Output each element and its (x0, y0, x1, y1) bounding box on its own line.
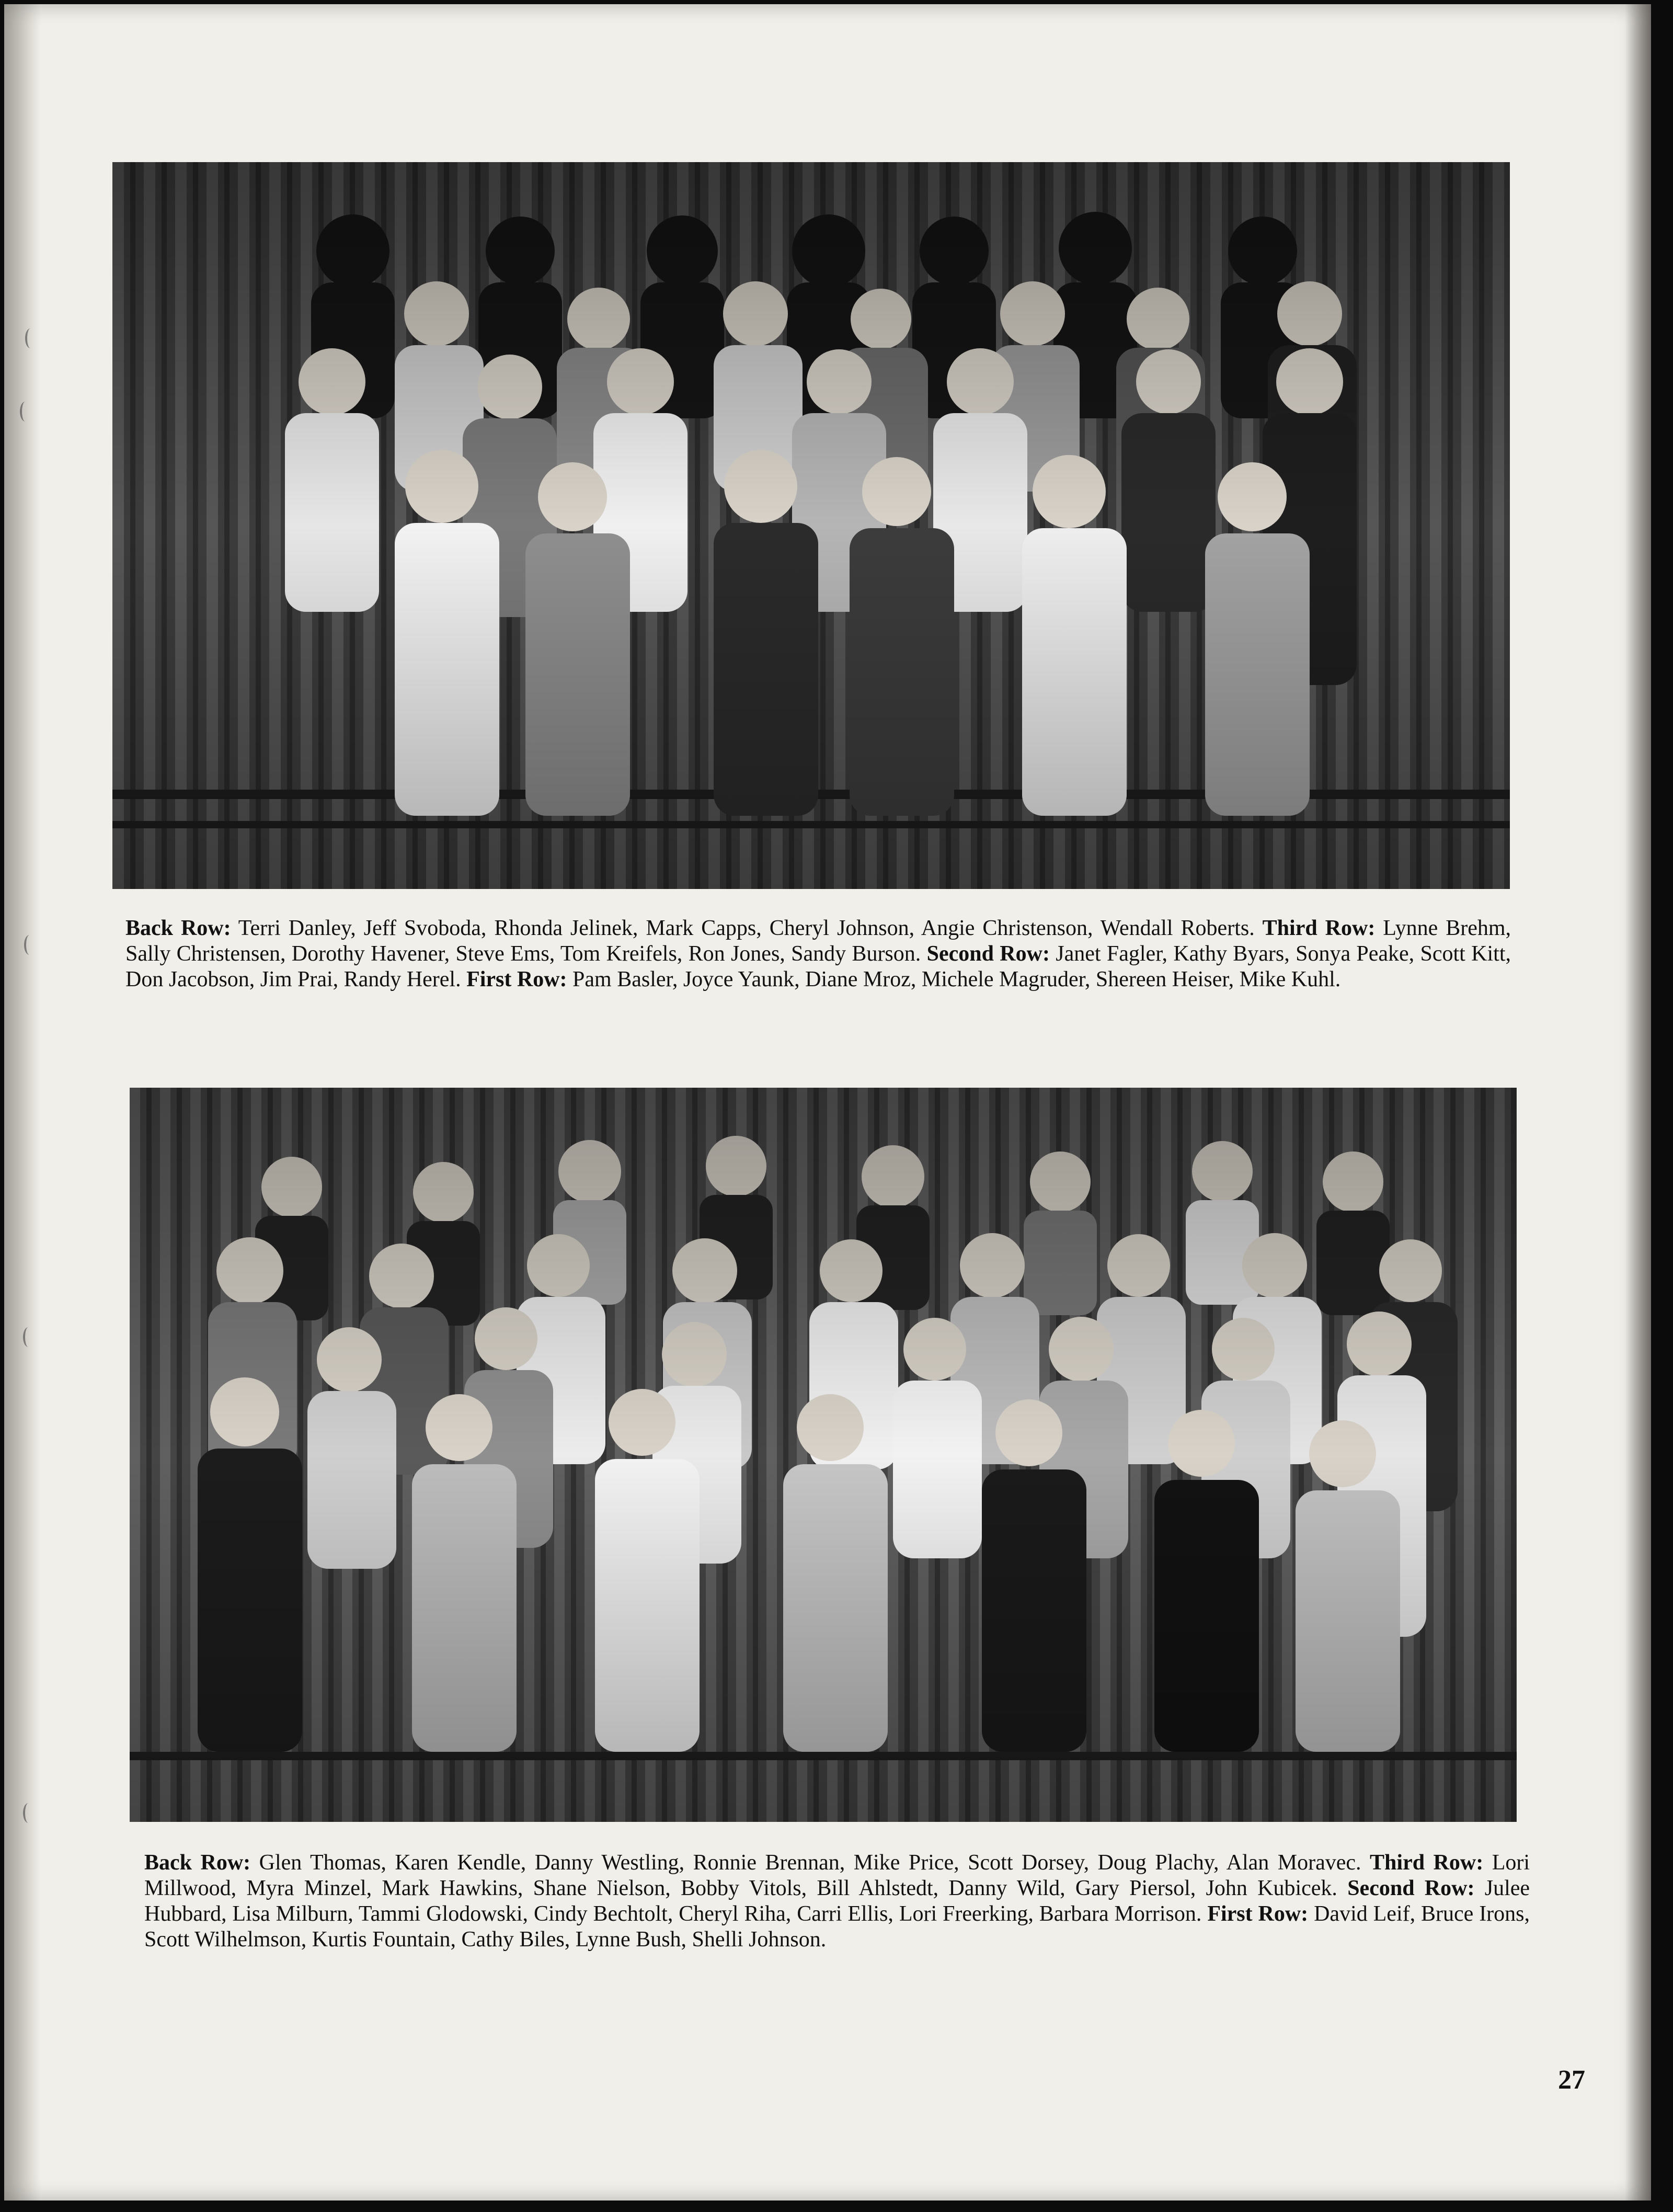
row-label: First Row: (466, 967, 567, 991)
punch-mark (23, 1327, 33, 1347)
binding-shadow (4, 4, 41, 2200)
row-names: Terri Danley, Jeff Svoboda, Rhonda Jelinek, Mark Capps, Cheryl Johnson, Angie Christenson, Wendall Roberts. (238, 916, 1255, 940)
row-names: Janet Fagler, Kathy Byars, Sonya Peake, Scott Kitt, Don Jacobson, Jim Prai, Randy Herel. (125, 942, 1511, 991)
page-edge-shadow (1625, 4, 1651, 2200)
punch-mark (23, 1803, 33, 1823)
row-label: Back Row: (144, 1851, 251, 1875)
row-label: Third Row: (1262, 916, 1376, 940)
punch-mark (24, 935, 35, 955)
caption-photo-2 (144, 1850, 1530, 1953)
row-names: Julee Hubbard, Lisa Milburn, Tammi Glodowski, Cindy Bechtolt, Cheryl Riha, Carri Ellis, Lori Freerking, Barbara Morrison. (144, 1876, 1530, 1926)
row-names: Lynne Brehm, Sally Christensen, Dorothy Havener, Steve Ems, Tom Kreifels, Ron Jones, Sandy Burson. (125, 916, 1511, 966)
row-label: Third Row: (1370, 1851, 1484, 1875)
punch-mark (20, 402, 30, 421)
yearbook-page (4, 4, 1651, 2200)
row-label: First Row: (1207, 1902, 1309, 1926)
row-label: Back Row: (125, 916, 231, 940)
row-names: Lori Millwood, Myra Minzel, Mark Hawkins, Shane Nielson, Bobby Vitols, Bill Ahlstedt, Danny Wild, Gary Piersol, John Kubicek. (144, 1851, 1530, 1900)
class-photo-2 (130, 1088, 1517, 1822)
caption-photo-1 (125, 916, 1511, 993)
row-names: Glen Thomas, Karen Kendle, Danny Westling, Ronnie Brennan, Mike Price, Scott Dorsey, Doug Plachy, Alan Moravec. (259, 1851, 1361, 1875)
class-photo-1-image (112, 162, 1510, 889)
page-number: 27 (1558, 2065, 1585, 2095)
row-label: Second Row: (926, 942, 1050, 966)
class-photo-1 (112, 162, 1510, 889)
punch-mark (25, 328, 36, 348)
row-names: Pam Basler, Joyce Yaunk, Diane Mroz, Michele Magruder, Shereen Heiser, Mike Kuhl. (572, 967, 1341, 991)
row-label: Second Row: (1347, 1876, 1475, 1900)
row-names: David Leif, Bruce Irons, Scott Wilhelmson, Kurtis Fountain, Cathy Biles, Lynne Bush, Shelli Johnson. (144, 1902, 1530, 1952)
class-photo-2-image (130, 1088, 1517, 1822)
